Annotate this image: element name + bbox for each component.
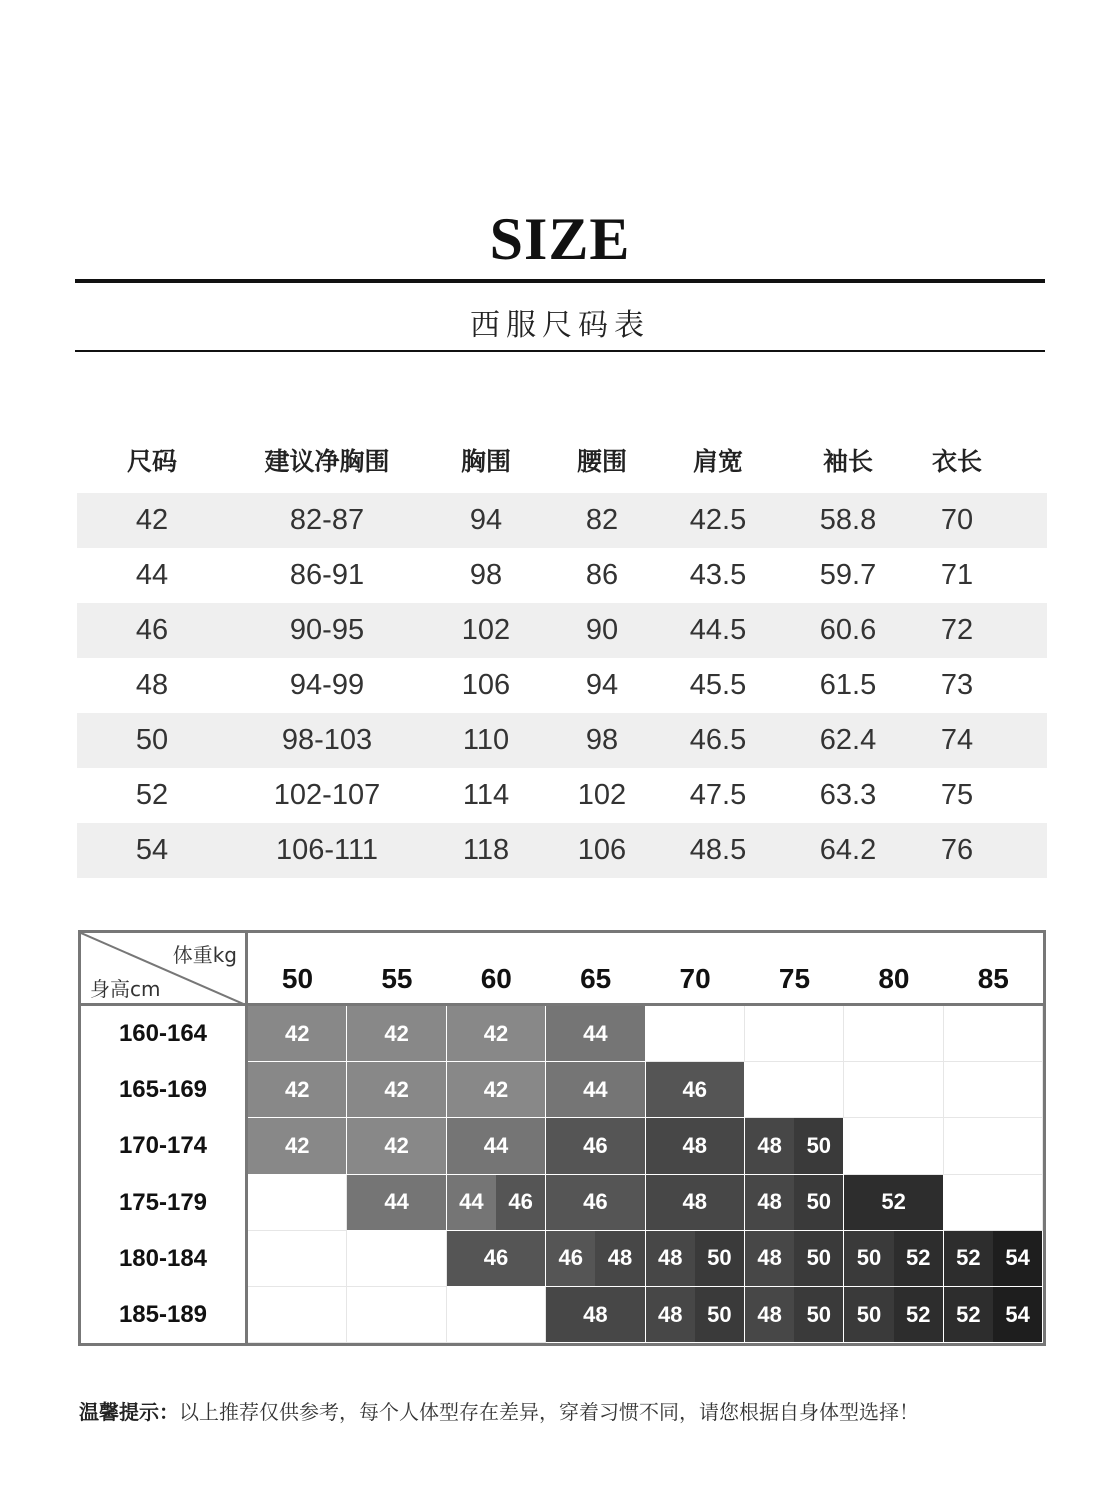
size-cell: [944, 1287, 1043, 1343]
table-cell: 58.8: [819, 504, 877, 536]
table-row: [77, 548, 1047, 603]
table-cell: 90-95: [289, 614, 365, 646]
table-header-cell: 袖长: [822, 447, 873, 476]
recommended-size: 52: [944, 1287, 993, 1342]
size-cell: [546, 1175, 645, 1231]
table-cell: 42: [135, 504, 169, 536]
height-row-header: 180-184: [81, 1231, 248, 1287]
size-cell: [546, 1006, 645, 1062]
size-cell: [546, 1287, 645, 1343]
table-cell: 106-111: [275, 834, 379, 866]
empty-cell: [745, 1062, 844, 1118]
size-cell: [646, 1231, 745, 1287]
weight-header-row: [248, 933, 1043, 1006]
recommended-size: 50: [794, 1287, 843, 1342]
table-cell: 44.5: [689, 614, 747, 646]
table-header-cell: 肩宽: [692, 447, 743, 476]
recommended-size: 46: [546, 1231, 595, 1286]
table-header-cell: 建议净胸围: [264, 447, 390, 476]
size-cell: [447, 1231, 546, 1287]
recommended-size: 48: [745, 1287, 794, 1342]
empty-cell: [944, 1175, 1043, 1231]
table-cell: 52: [135, 779, 169, 811]
table-cell: 74: [940, 724, 974, 756]
size-cell: [447, 1118, 546, 1174]
recommended-size: 52: [944, 1231, 993, 1286]
table-cell: 94: [469, 504, 503, 536]
table-header-cell: 腰围: [576, 447, 627, 476]
table-cell: 54: [135, 834, 169, 866]
table-row: [77, 603, 1047, 658]
table-cell: 62.4: [819, 724, 877, 756]
size-cell: [447, 1062, 546, 1118]
recommended-size: 42: [248, 1062, 346, 1117]
empty-cell: [347, 1231, 446, 1287]
empty-cell: [646, 1006, 745, 1062]
height-row-header: 160-164: [81, 1006, 248, 1062]
weight-column-header: 65: [580, 962, 612, 994]
table-cell: 106: [461, 669, 511, 701]
size-cell: [248, 1006, 347, 1062]
size-cell: [546, 1118, 645, 1174]
recommended-size: 50: [794, 1118, 843, 1173]
weight-column-header: 80: [878, 962, 910, 994]
table-cell: 82: [585, 504, 619, 536]
size-cell: [447, 1006, 546, 1062]
table-cell: 86-91: [289, 559, 365, 591]
size-cell: [546, 1062, 645, 1118]
size-cell: [347, 1175, 446, 1231]
tip-note: [79, 1396, 919, 1425]
table-cell: 46.5: [689, 724, 747, 756]
recommended-size: 48: [646, 1231, 695, 1286]
recommended-size: 44: [546, 1062, 644, 1117]
empty-cell: [347, 1287, 446, 1343]
table-header-row: [77, 430, 1047, 493]
table-cell: 102-107: [273, 779, 381, 811]
table-cell: 98: [585, 724, 619, 756]
empty-cell: [944, 1062, 1043, 1118]
measurement-table: [77, 430, 1047, 878]
size-recommendation-chart: [78, 930, 1046, 1346]
recommended-size: 42: [248, 1006, 346, 1061]
size-cell: [844, 1231, 943, 1287]
recommended-size: 50: [695, 1287, 744, 1342]
table-cell: 43.5: [689, 559, 747, 591]
chart-corner-header: [81, 933, 248, 1006]
tip-label: 温馨提示：: [79, 1400, 179, 1424]
table-cell: 70: [940, 504, 974, 536]
recommended-size: 48: [646, 1118, 744, 1173]
empty-cell: [248, 1287, 347, 1343]
weight-column-header: 75: [778, 962, 811, 994]
recommended-size: 44: [546, 1006, 644, 1061]
table-cell: 60.6: [819, 614, 877, 646]
size-cell: [745, 1287, 844, 1343]
size-cell: [546, 1231, 645, 1287]
table-cell: 42.5: [689, 504, 747, 536]
table-row: [77, 823, 1047, 878]
table-cell: 50: [135, 724, 169, 756]
table-cell: 48.5: [689, 834, 747, 866]
table-cell: 94: [585, 669, 619, 701]
size-cell: [646, 1118, 745, 1174]
height-row-header: 165-169: [81, 1062, 248, 1118]
table-cell: 76: [940, 834, 974, 866]
table-cell: 48: [135, 669, 169, 701]
empty-cell: [745, 1006, 844, 1062]
size-cell: [347, 1006, 446, 1062]
recommended-size: 46: [546, 1118, 644, 1173]
recommended-size: 54: [993, 1287, 1042, 1342]
recommended-size: 44: [447, 1175, 496, 1230]
size-cell: [248, 1062, 347, 1118]
size-cell: [646, 1287, 745, 1343]
table-cell: 73: [940, 669, 974, 701]
table-cell: 44: [135, 559, 169, 591]
size-cell: [646, 1062, 745, 1118]
table-cell: 47.5: [689, 779, 747, 811]
table-row: [77, 493, 1047, 548]
tip-text: 以上推荐仅供参考，每个人体型存在差异，穿着习惯不同，请您根据自身体型选择！: [179, 1400, 919, 1424]
recommended-size: 48: [646, 1175, 744, 1230]
table-header-cell: 衣长: [931, 447, 982, 476]
weight-column-header: 85: [977, 962, 1009, 994]
recommended-size: 44: [447, 1118, 545, 1173]
weight-column-header: 60: [480, 962, 512, 994]
recommended-size: 54: [993, 1231, 1042, 1286]
recommended-size: 46: [496, 1175, 545, 1230]
recommended-size: 42: [447, 1062, 545, 1117]
size-cell: [745, 1231, 844, 1287]
empty-cell: [944, 1118, 1043, 1174]
size-cell: [447, 1175, 546, 1231]
recommended-size: 52: [894, 1231, 943, 1286]
weight-column-header: 70: [679, 962, 711, 994]
empty-cell: [844, 1118, 943, 1174]
recommended-size: 48: [745, 1118, 794, 1173]
table-cell: 71: [940, 559, 974, 591]
recommended-size: 42: [347, 1006, 445, 1061]
size-cell: [248, 1118, 347, 1174]
recommended-size: 46: [546, 1175, 644, 1230]
table-row: [77, 713, 1047, 768]
size-cell: [347, 1118, 446, 1174]
recommended-size: 42: [248, 1118, 346, 1173]
recommended-size: 52: [894, 1287, 943, 1342]
empty-cell: [844, 1062, 943, 1118]
size-cell: [844, 1287, 943, 1343]
empty-cell: [844, 1006, 943, 1062]
size-cell: [844, 1175, 943, 1231]
height-row-header: 175-179: [81, 1175, 248, 1231]
recommended-size: 48: [595, 1231, 644, 1286]
table-cell: 45.5: [689, 669, 747, 701]
recommended-size: 50: [794, 1175, 843, 1230]
recommended-size: 48: [745, 1175, 794, 1230]
table-cell: 98: [469, 559, 503, 591]
page-title: SIZE: [489, 206, 631, 272]
table-header-cell: 尺码: [126, 447, 177, 476]
table-cell: 86: [585, 559, 619, 591]
height-row-header: 185-189: [81, 1287, 248, 1343]
recommended-size: 42: [347, 1062, 445, 1117]
size-cell: [944, 1231, 1043, 1287]
table-cell: 90: [585, 614, 619, 646]
table-cell: 98-103: [281, 724, 373, 756]
recommended-size: 48: [546, 1287, 644, 1342]
table-cell: 102: [577, 779, 627, 811]
table-cell: 59.7: [819, 559, 877, 591]
table-row: [77, 658, 1047, 713]
recommended-size: 50: [794, 1231, 843, 1286]
recommended-size: 42: [347, 1118, 445, 1173]
size-cell: [347, 1062, 446, 1118]
recommended-size: 50: [844, 1231, 893, 1286]
recommended-size: 52: [844, 1175, 942, 1230]
table-cell: 118: [462, 834, 510, 866]
empty-cell: [248, 1175, 347, 1231]
table-cell: 61.5: [819, 669, 877, 701]
title-divider: [75, 279, 1045, 283]
weight-axis-label: 体重kg: [172, 943, 237, 967]
recommended-size: 44: [347, 1175, 445, 1230]
table-cell: 75: [940, 779, 974, 811]
table-cell: 110: [462, 724, 510, 756]
size-cell: [745, 1175, 844, 1231]
height-axis-label: 身高cm: [90, 977, 161, 1001]
empty-cell: [944, 1006, 1043, 1062]
subtitle-divider: [75, 350, 1045, 352]
table-cell: 82-87: [289, 504, 365, 536]
table-cell: 63.3: [819, 779, 877, 811]
empty-cell: [447, 1287, 546, 1343]
table-header-cell: 胸围: [460, 447, 511, 476]
recommended-size: 48: [646, 1287, 695, 1342]
table-cell: 94-99: [289, 669, 365, 701]
size-cell: [745, 1118, 844, 1174]
table-cell: 72: [940, 614, 974, 646]
recommended-size: 42: [447, 1006, 545, 1061]
table-cell: 46: [135, 614, 169, 646]
weight-column-header: 50: [281, 962, 314, 994]
size-cell: [646, 1175, 745, 1231]
recommended-size: 46: [646, 1062, 744, 1117]
recommended-size: 46: [447, 1231, 545, 1286]
recommended-size: 48: [745, 1231, 794, 1286]
table-cell: 102: [461, 614, 511, 646]
weight-column-header: 55: [381, 962, 413, 994]
recommended-size: 50: [844, 1287, 893, 1342]
table-cell: 106: [577, 834, 627, 866]
empty-cell: [248, 1231, 347, 1287]
table-row: [77, 768, 1047, 823]
recommended-size: 50: [695, 1231, 744, 1286]
table-cell: 114: [462, 779, 510, 811]
page-subtitle: 西服尺码表: [470, 308, 650, 343]
height-row-header: 170-174: [81, 1118, 248, 1174]
table-cell: 64.2: [819, 834, 877, 866]
